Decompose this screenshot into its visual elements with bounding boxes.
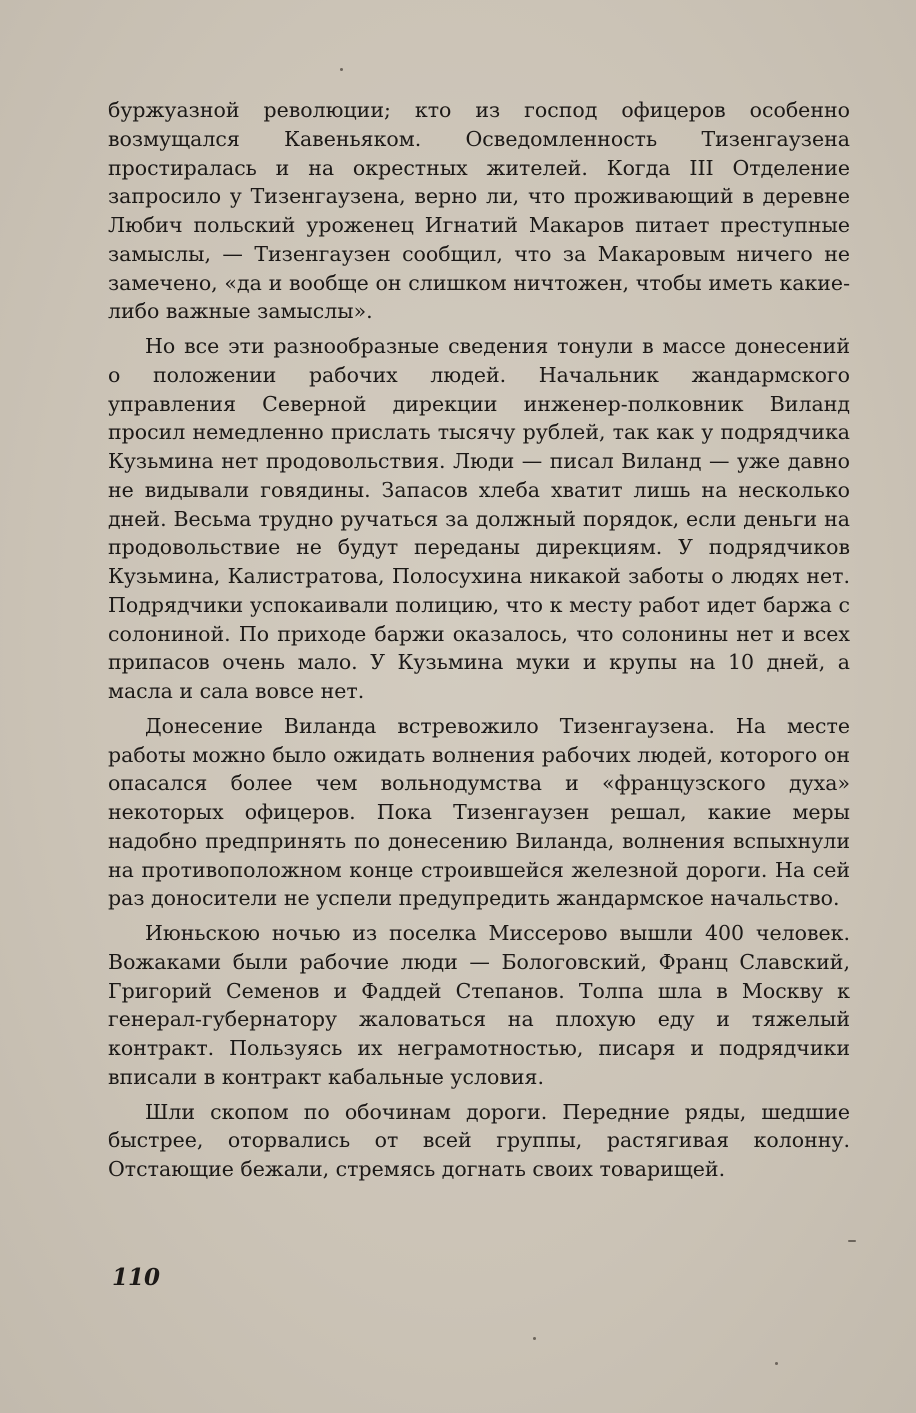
- paper-speck: [340, 68, 343, 71]
- body-text: [108, 96, 850, 1190]
- paper-speck: [775, 1362, 778, 1365]
- paragraph: Июньскою ночью из поселка Миссерово вышли 400 человек. Вожаками были рабочие люди — Бологовский, Франц Славский, Григорий Семенов и Фаддей Степанов. Толпа шла в Москву к генерал-губернатору жаловаться на плохую еду и тяжелый контракт. Пользуясь их неграмотностью, писаря и подрядчики вписали в контракт кабальные условия.: [108, 921, 850, 1089]
- paper-speck: [533, 1337, 536, 1340]
- paper-speck: [848, 1240, 856, 1242]
- paragraph: Донесение Виланда встревожило Тизенгаузена. На месте работы можно было ожидать волнения рабочих людей, которого он опасался более чем вольнодумства и «французского духа» некоторых офицеров. Пока Тизенгаузен решал, какие меры надобно предпринять по донесению Виланда, волнения вспыхнули на противоположном конце строившейся железной дороги. На сей раз доносители не успели предупредить жандармское начальство.: [108, 713, 850, 911]
- page-number: 110: [112, 1264, 161, 1291]
- paragraph: буржуазной революции; кто из господ офицеров особенно возмущался Кавеньяком. Осведомленность Тизенгаузена простиралась и на окрестных жителей. Когда III Отделение запросило у Тизенгаузена, верно ли, что проживающий в деревне Любич польский уроженец Игнатий Макаров питает преступные замыслы, — Тизенгаузен сообщил, что за Макаровым ничего не замечено, «да и вообще он слишком ничтожен, чтобы иметь какие-либо важные замыслы».: [108, 98, 850, 324]
- paragraph: Шли скопом по обочинам дороги. Передние ряды, шедшие быстрее, оторвались от всей группы, растягивая колонну. Отстающие бежали, стремясь догнать своих товарищей.: [108, 1099, 850, 1181]
- paragraph: Но все эти разнообразные сведения тонули в массе донесений о положении рабочих людей. Начальник жандармского управления Северной дирекции инженер-полковник Виланд просил немедленно прислать тысячу рублей, так как у подрядчика Кузьмина нет продовольствия. Люди — писал Виланд — уже давно не видывали говядины. Запасов хлеба хватит лишь на несколько дней. Весьма трудно ручаться за должный порядок, если деньги на продовольствие не будут переданы дирекциям. У подрядчиков Кузьмина, Калистратова, Полосухина никакой заботы о людях нет. Подрядчики успокаивали полицию, что к месту работ идет баржа с солониной. По приходе баржи оказалось, что солонины нет и всех припасов очень мало. У Кузьмина муки и крупы на 10 дней, а масла и сала вовсе нет.: [108, 334, 850, 703]
